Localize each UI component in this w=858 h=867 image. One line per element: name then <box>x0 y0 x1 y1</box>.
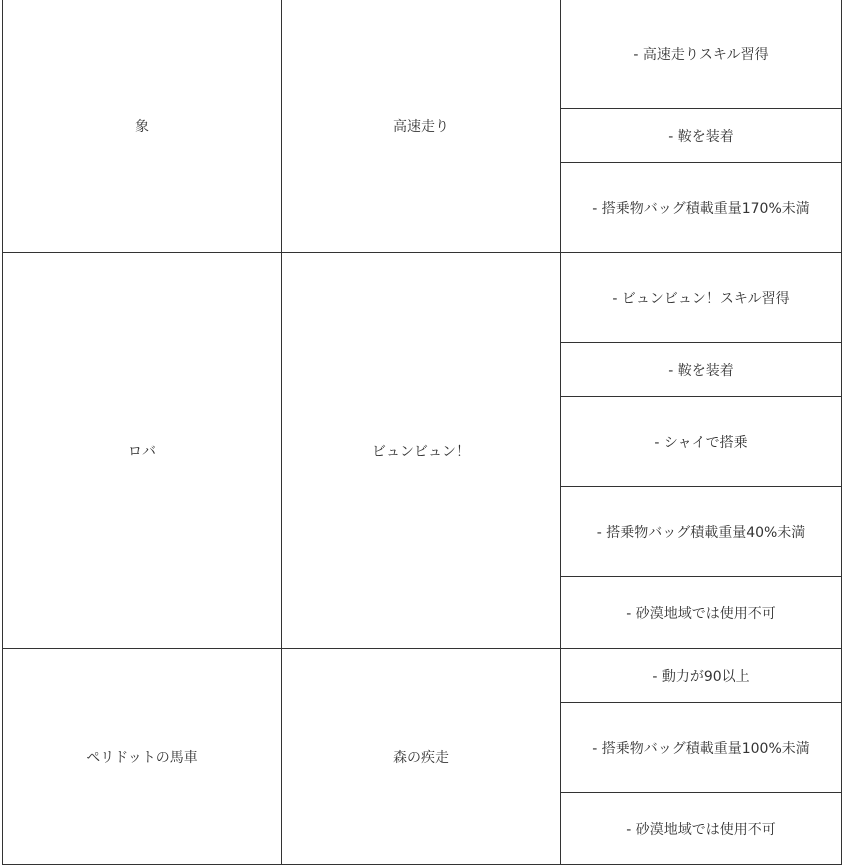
skill-name-cell: 森の疾走 <box>282 649 561 865</box>
condition-cell: - 高速走りスキル習得 <box>561 0 842 109</box>
condition-cell: - 搭乗物バッグ積載重量100%未満 <box>561 703 842 793</box>
mount-name-cell: 象 <box>3 0 282 253</box>
condition-cell: - 鞍を装着 <box>561 343 842 397</box>
condition-cell: - 砂漠地域では使用不可 <box>561 793 842 865</box>
table-row <box>3 0 842 109</box>
skill-name-cell: 高速走り <box>282 0 561 253</box>
mount-skill-table <box>2 0 842 865</box>
condition-cell: - 搭乗物バッグ積載重量40%未満 <box>561 487 842 577</box>
skill-name-cell: ビュンビュン！ <box>282 253 561 649</box>
condition-cell: - 搭乗物バッグ積載重量170%未満 <box>561 163 842 253</box>
mount-name-cell: ペリドットの馬車 <box>3 649 282 865</box>
condition-cell: - 鞍を装着 <box>561 109 842 163</box>
table-row <box>3 253 842 343</box>
condition-cell: - シャイで搭乗 <box>561 397 842 487</box>
condition-cell: - 砂漠地域では使用不可 <box>561 577 842 649</box>
condition-cell: - 動力が90以上 <box>561 649 842 703</box>
table-row <box>3 649 842 703</box>
condition-cell: - ビュンビュン！スキル習得 <box>561 253 842 343</box>
mount-name-cell: ロバ <box>3 253 282 649</box>
